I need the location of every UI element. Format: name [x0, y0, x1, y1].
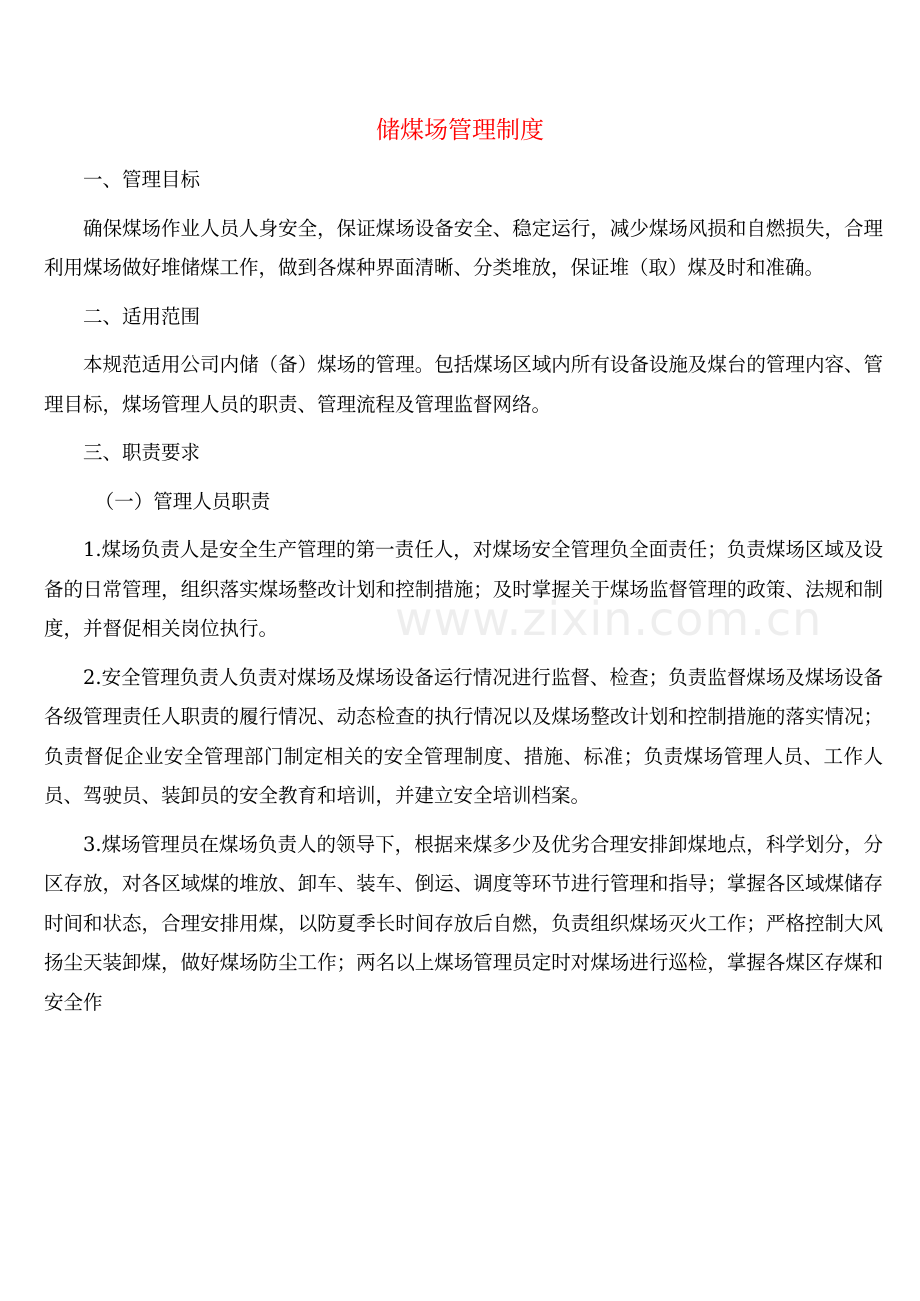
section-heading-duties: 三、职责要求: [83, 441, 201, 464]
document-title: 储煤场管理制度: [376, 116, 544, 144]
watermark-text: www.zixin.com.cn: [395, 592, 823, 646]
sub-heading-management-duties: （一）管理人员职责: [94, 489, 271, 513]
document-body: [44, 160, 883, 1022]
section-heading-goals: 一、管理目标: [83, 168, 201, 191]
paragraph-duty-1: 1.煤场负责人是安全生产管理的第一责任人，对煤场安全管理负全面责任；负责煤场区域及设备的日常管理，组织落实煤场整改计划和控制措施；及时掌握关于煤场监督管理的政策、法规和制度，并督促相关岗位执行。: [44, 538, 883, 640]
paragraph-goals: 确保煤场作业人员人身安全，保证煤场设备安全、稳定运行，减少煤场风损和自燃损失，合理利用煤场做好堆储煤工作，做到各煤种界面清晰、分类堆放，保证堆（取）煤及时和准确。: [44, 216, 883, 279]
paragraph-duty-2: 2.安全管理负责人负责对煤场及煤场设备运行情况进行监督、检查；负责监督煤场及煤场设备各级管理责任人职责的履行情况、动态检查的执行情况以及煤场整改计划和控制措施的落实情况；负责督促企业安全管理部门制定相关的安全管理制度、措施、标准；负责煤场管理人员、工作人员、驾驶员、装卸员的安全教育和培训，并建立安全培训档案。: [44, 665, 883, 807]
paragraph-duty-3: 3.煤场管理员在煤场负责人的领导下，根据来煤多少及优劣合理安排卸煤地点，科学划分，分区存放，对各区域煤的堆放、卸车、装车、倒运、调度等环节进行管理和指导；掌握各区域煤储存时间和状态，合理安排用煤，以防夏季长时间存放后自燃，负责组织煤场灭火工作；严格控制大风扬尘天装卸煤，做好煤场防尘工作；两名以上煤场管理员定时对煤场进行巡检，掌握各煤区存煤和安全作: [44, 832, 883, 1014]
paragraph-scope: 本规范适用公司内储（备）煤场的管理。包括煤场区域内所有设备设施及煤台的管理内容、管理目标，煤场管理人员的职责、管理流程及管理监督网络。: [44, 353, 883, 416]
section-heading-scope: 二、适用范围: [83, 304, 201, 328]
